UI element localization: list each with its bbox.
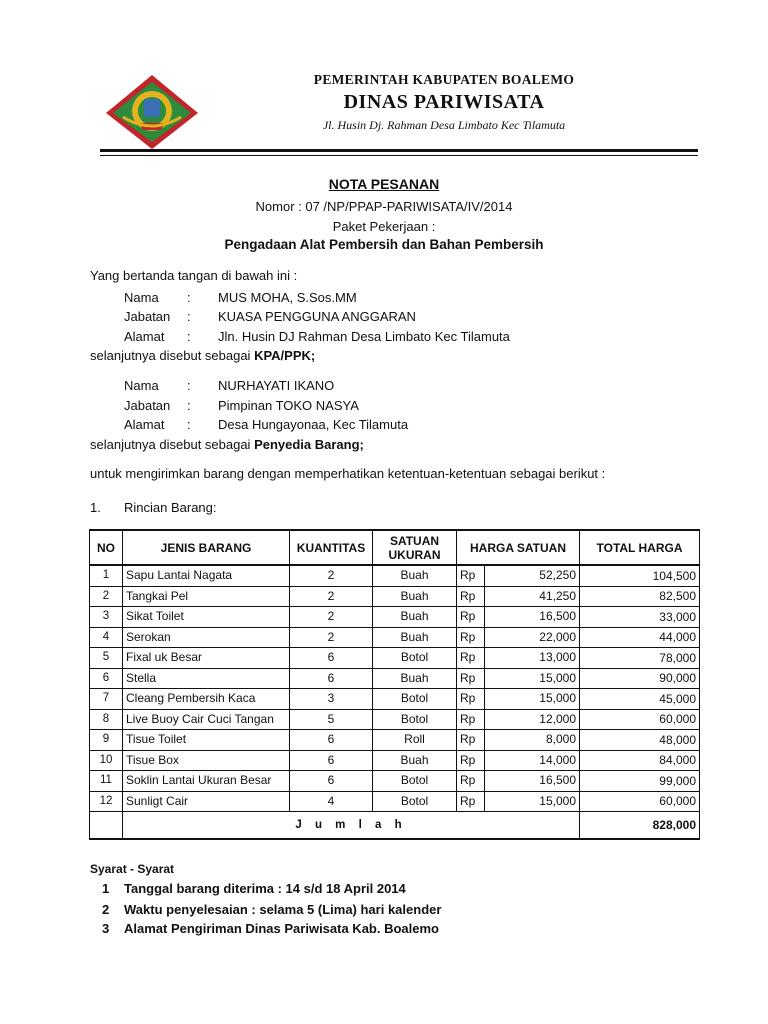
currency-label: Rp [457,648,485,669]
table-header-row [90,530,700,565]
header-quantity: KUANTITAS [290,530,373,565]
currency-label: Rp [457,771,485,792]
instruction-text: untuk mengirimkan barang dengan memperhatikan ketentuan-ketentuan sebagai berikut : [90,466,606,481]
item-quantity: 2 [290,586,373,607]
item-name: Sapu Lantai Nagata [123,565,290,586]
party2-position-label: Jabatan [124,398,171,413]
item-quantity: 2 [290,565,373,586]
item-unit: Buah [373,668,457,689]
item-unit-price: 41,250 [485,586,580,607]
header-no: NO [90,530,123,565]
party1-name-label: Nama [124,290,159,305]
intro-text: Yang bertanda tangan di bawah ini : [90,268,298,283]
item-unit-price: 15,000 [485,668,580,689]
item-unit-price: 22,000 [485,627,580,648]
item-unit: Buah [373,750,457,771]
item-unit: Buah [373,607,457,628]
item-name: Soklin Lantai Ukuran Besar [123,771,290,792]
work-package-subject: Pengadaan Alat Pembersih dan Bahan Pembersih [224,237,544,252]
item-unit-price: 8,000 [485,730,580,751]
colon: : [187,290,191,305]
item-unit-price: 15,000 [485,689,580,710]
party1-address-label: Alamat [124,329,165,344]
total-row-blank-cell [90,812,123,840]
item-quantity: 2 [290,607,373,628]
item-unit-price: 16,500 [485,607,580,628]
header-total-price: TOTAL HARGA [580,530,700,565]
party1-position-value: KUASA PENGGUNA ANGGARAN [218,309,416,324]
conditions-title: Syarat - Syarat [90,862,175,876]
condition-number: 1 [102,881,110,896]
item-quantity: 6 [290,750,373,771]
header-unit: SATUAN UKURAN [373,530,457,565]
table-row [90,607,700,628]
item-name: Serokan [123,627,290,648]
item-name: Fixal uk Besar [123,648,290,669]
table-row [90,750,700,771]
table-row [90,627,700,648]
item-name: Tisue Toilet [123,730,290,751]
condition-number: 2 [102,902,110,917]
party2-name-value: NURHAYATI IKANO [218,378,335,393]
item-quantity: 3 [290,689,373,710]
item-unit: Buah [373,627,457,648]
table-row [90,709,700,730]
header-item-type: JENIS BARANG [123,530,290,565]
letterhead-rule-thin [100,155,698,156]
item-name: Stella [123,668,290,689]
item-total-price: 48,000 [580,730,700,751]
colon: : [187,309,191,324]
item-unit: Botol [373,709,457,730]
item-no: 8 [90,709,123,730]
table-row [90,586,700,607]
item-no: 7 [90,689,123,710]
item-unit-price: 15,000 [485,791,580,812]
item-unit-price: 16,500 [485,771,580,792]
party1-position-label: Jabatan [124,309,171,324]
item-unit: Botol [373,771,457,792]
item-unit-price: 14,000 [485,750,580,771]
currency-label: Rp [457,627,485,648]
regency-logo [103,73,201,151]
table-row [90,668,700,689]
item-quantity: 6 [290,771,373,792]
section-title: Rincian Barang: [124,500,217,515]
currency-label: Rp [457,565,485,586]
total-row [90,812,700,840]
item-quantity: 2 [290,627,373,648]
item-total-price: 60,000 [580,709,700,730]
item-name: Sikat Toilet [123,607,290,628]
items-table [89,529,700,840]
item-unit-price: 13,000 [485,648,580,669]
header-unit-price: HARGA SATUAN [457,530,580,565]
item-no: 2 [90,586,123,607]
item-no: 1 [90,565,123,586]
table-row [90,565,700,586]
item-unit: Botol [373,689,457,710]
item-name: Live Buoy Cair Cuci Tangan [123,709,290,730]
item-total-price: 90,000 [580,668,700,689]
condition-number: 3 [102,921,110,936]
party2-address-label: Alamat [124,417,165,432]
currency-label: Rp [457,586,485,607]
item-name: Sunligt Cair [123,791,290,812]
table-row [90,648,700,669]
item-total-price: 99,000 [580,771,700,792]
item-quantity: 4 [290,791,373,812]
item-unit: Buah [373,586,457,607]
currency-label: Rp [457,689,485,710]
agency-address: Jl. Husin Dj. Rahman Desa Limbato Kec Tilamuta [322,118,566,132]
colon: : [187,329,191,344]
item-no: 5 [90,648,123,669]
party1-designation: selanjutnya disebut sebagai KPA/PPK; [90,348,316,363]
currency-label: Rp [457,730,485,751]
item-quantity: 6 [290,730,373,751]
party2-name-label: Nama [124,378,159,393]
work-package-label: Paket Pekerjaan : [332,219,436,234]
table-row [90,791,700,812]
item-unit: Roll [373,730,457,751]
item-quantity: 6 [290,648,373,669]
condition-text: Waktu penyelesaian : selama 5 (Lima) hari kalender [124,902,442,917]
item-quantity: 5 [290,709,373,730]
item-no: 6 [90,668,123,689]
item-unit-price: 52,250 [485,565,580,586]
condition-text: Tanggal barang diterima : 14 s/d 18 April 2014 [124,881,406,896]
section-number: 1. [90,500,101,515]
item-no: 11 [90,771,123,792]
party1-name-value: MUS MOHA, S.Sos.MM [218,290,357,305]
currency-label: Rp [457,668,485,689]
item-no: 10 [90,750,123,771]
colon: : [187,378,191,393]
item-total-price: 82,500 [580,586,700,607]
colon: : [187,417,191,432]
item-unit-price: 12,000 [485,709,580,730]
party2-designation: selanjutnya disebut sebagai Penyedia Barang; [90,437,364,452]
currency-label: Rp [457,750,485,771]
doc-number: Nomor : 07 /NP/PPAP-PARIWISATA/IV/2014 [255,199,513,214]
item-no: 9 [90,730,123,751]
letterhead-rule-thick [100,149,698,152]
item-total-price: 84,000 [580,750,700,771]
item-total-price: 33,000 [580,607,700,628]
party2-address-value: Desa Hungayonaa, Kec Tilamuta [218,417,409,432]
grand-total: 828,000 [580,812,700,840]
party2-position-value: Pimpinan TOKO NASYA [218,398,359,413]
item-unit: Botol [373,648,457,669]
item-quantity: 6 [290,668,373,689]
item-no: 3 [90,607,123,628]
item-total-price: 44,000 [580,627,700,648]
item-name: Tisue Box [123,750,290,771]
party1-address-value: Jln. Husin DJ Rahman Desa Limbato Kec Tilamuta [218,329,510,344]
item-total-price: 104,500 [580,565,700,586]
item-no: 4 [90,627,123,648]
currency-label: Rp [457,607,485,628]
government-name: PEMERINTAH KABUPATEN BOALEMO [313,72,575,87]
currency-label: Rp [457,709,485,730]
colon: : [187,398,191,413]
item-unit: Buah [373,565,457,586]
total-label: J u m l a h [123,812,580,840]
item-name: Cleang Pembersih Kaca [123,689,290,710]
table-row [90,730,700,751]
item-unit: Botol [373,791,457,812]
item-total-price: 45,000 [580,689,700,710]
agency-name: DINAS PARIWISATA [343,91,545,113]
item-total-price: 78,000 [580,648,700,669]
item-no: 12 [90,791,123,812]
condition-text: Alamat Pengiriman Dinas Pariwisata Kab. Boalemo [124,921,439,936]
item-total-price: 60,000 [580,791,700,812]
currency-label: Rp [457,791,485,812]
table-row [90,689,700,710]
item-name: Tangkai Pel [123,586,290,607]
table-row [90,771,700,792]
doc-title: NOTA PESANAN [328,176,440,192]
